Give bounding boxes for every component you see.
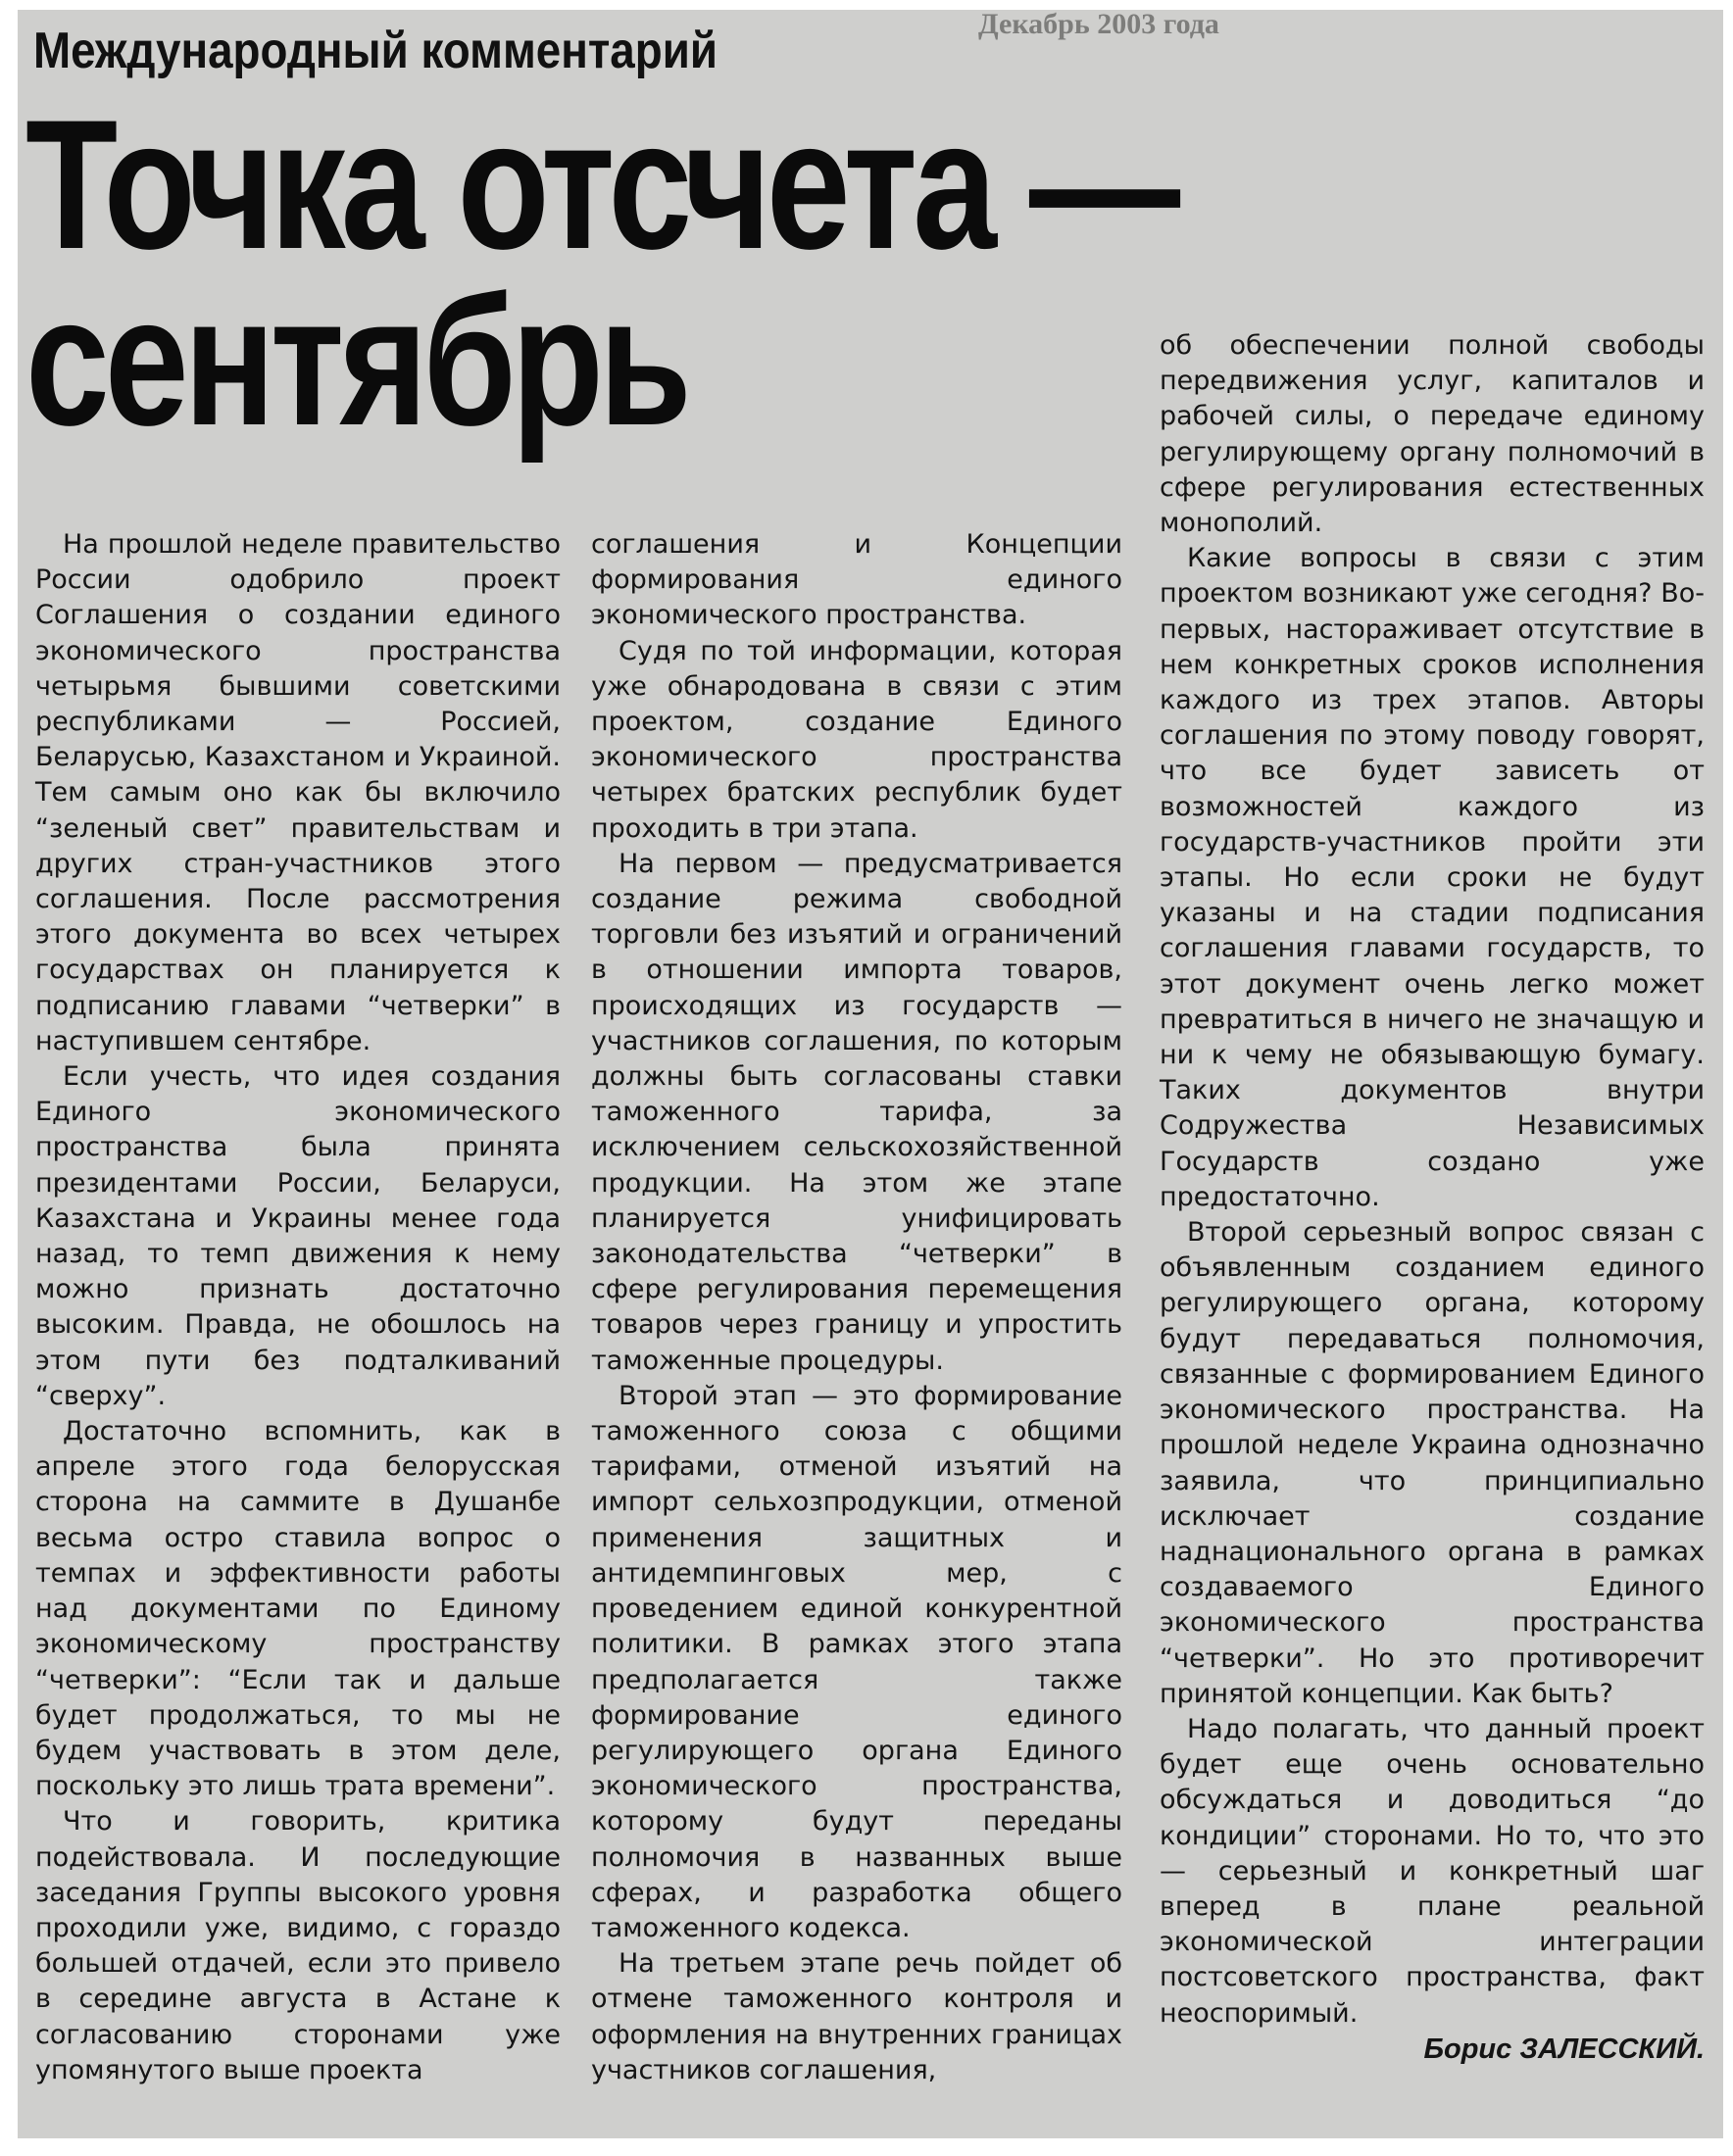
paragraph: Какие вопросы в связи с этим проектом возникают уже сегодня? Во-первых, настораживает отсутствие в нем конкретных сроков исполнения каждого из трех этапов. Авторы соглашения по этому поводу говорят, что все будет зависеть от возможностей каждого из государств-участников пройти эти этапы. Но если сроки не будут указаны и на стадии подписания соглашения главами государств, то этот документ очень легко может превратиться в ничего не значащую и ни к чему не обязывающую бумагу. Таких документов внутри Содружества Независимых Государств создано уже предостаточно. <box>1160 543 1705 1212</box>
paragraph-continued: об обеспечении полной свободы передвижения услуг, капиталов и рабочей силы, о передаче единому регулирующему органу полномочий в сфере регулирования естественных монополий. <box>1160 330 1705 539</box>
paragraph: Достаточно вспомнить, как в апреле этого года белорусская сторона на саммите в Душанбе весьма остро ставила вопрос о темпах и эффективности работы над документами по Единому экономическому пространству “четверки”: “Если так и дальше будет продолжаться, то мы не будем участвовать в этом деле, поскольку это лишь трата времени”. <box>35 1416 561 1802</box>
paragraph: Второй серьезный вопрос связан с объявленным созданием единого регулирующего органа, которому будут передаваться полномочия, связанные с формированием Единого экономического пространства. На прошлой неделе Украина однозначно заявила, что принципиально исключает создание наднационального органа в рамках создаваемого Единого экономического пространства “четверки”. Но это противоречит принятой концепции. Как быть? <box>1160 1217 1705 1709</box>
paragraph: Второй этап — это формирование таможенного союза с общими тарифами, отменой изъятий на импорт сельхозпродукции, отменой применения защитных и антидемпинговых мер, с проведением единой конкурентной политики. В рамках этого этапа предполагается также формирование единого регулирующего органа Единого экономического пространства, которому будут переданы полномочия в названных выше сферах, и разработка общего таможенного кодекса. <box>591 1380 1122 1943</box>
paragraph: На третьем этапе речь пойдет об отмене таможенного контроля и оформления на внутренних границах участников соглашения, <box>591 1948 1122 2085</box>
article-headline <box>25 81 1176 464</box>
paragraph: На прошлой неделе правительство России одобрило проект Соглашения о создании единого экономического пространства четырьмя бывшими советскими республиками — Россией, Беларусью, Казахстаном и Украиной. Тем самым оно как бы включило “зеленый свет” правительствам и других стран-участников этого соглашения. После рассмотрения этого документа во всех четырех государствах он планируется к подписанию главами “четверки” в наступившем сентябре. <box>35 529 561 1056</box>
paragraph: На первом — предусматривается создание режима свободной торговли без изъятий и ограничений в отношении импорта товаров, происходящих из государств — участников соглашения, по которым должны быть согласованы ставки таможенного тарифа, за исключением сельскохозяйственной продукции. На этом же этапе планируется унифицировать законодательства “четверки” в сфере регулирования перемещения товаров через границу и упростить таможенные процедуры. <box>591 848 1122 1376</box>
article-column-3 <box>1160 328 1705 2067</box>
paragraph: Надо полагать, что данный проект будет еще очень основательно обсуждаться и доводиться “до кондиции” сторонами. Но то, что это — серьезный и конкретный шаг вперед в плане реальной экономической интеграции постсоветского пространства, факт неоспоримый. <box>1160 1713 1705 2029</box>
author-byline: Борис ЗАЛЕССКИЙ. <box>1423 2033 1705 2065</box>
paragraph-continued: соглашения и Концепции формирования единого экономического пространства. <box>591 529 1122 631</box>
headline-line-2: сентябрь <box>25 258 687 464</box>
newspaper-clipping <box>18 10 1723 2138</box>
article-column-1 <box>35 527 561 2088</box>
section-rubric: Международный комментарий <box>33 23 718 79</box>
article-column-2 <box>591 527 1122 2088</box>
paragraph: Судя по той информации, которая уже обнародована в связи с этим проектом, создание Единого экономического пространства четырех братских республик будет проходить в три этапа. <box>591 635 1122 844</box>
headline-line-1: Точка отсчета — <box>25 81 1176 287</box>
paragraph: Если учесть, что идея создания Единого экономического пространства была принята президентами России, Беларуси, Казахстана и Украины менее года назад, то темп движения к нему можно признать достаточно высоким. Правда, не обошлось на этом пути без подталкиваний “сверху”. <box>35 1061 561 1411</box>
paragraph: Что и говорить, критика подействовала. И последующие заседания Группы высокого уровня проходили уже, видимо, с гораздо большей отдачей, если это привело в середине августа в Астане к согласованию сторонами уже упомянутого выше проекта <box>35 1806 561 2085</box>
bleed-through-text: Декабрь 2003 года <box>978 10 1219 40</box>
